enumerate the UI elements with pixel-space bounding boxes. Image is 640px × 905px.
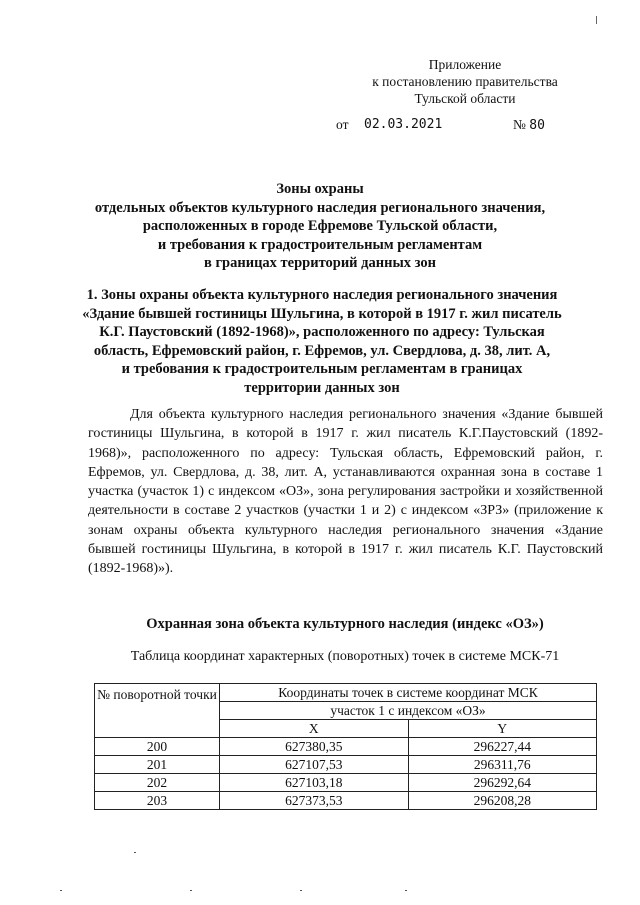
cell-x: 627103,18 <box>220 774 409 792</box>
cell-point: 202 <box>95 774 220 792</box>
zone-heading: Охранная зона объекта культурного наследия (индекс «ОЗ») <box>146 616 544 632</box>
cell-y: 296292,64 <box>408 774 597 792</box>
title-line: в границах территорий данных зон <box>204 255 436 271</box>
table-row <box>95 738 597 756</box>
header-section: участок 1 с индексом «ОЗ» <box>220 702 597 720</box>
header-x: X <box>220 720 409 738</box>
cell-y: 296208,28 <box>408 792 597 810</box>
cell-y: 296311,76 <box>408 756 597 774</box>
cell-point: 201 <box>95 756 220 774</box>
body-paragraph: Для объекта культурного наследия регионального значения «Здание бывшей гостиницы Шульгина, в которой в 1917 г. жил писатель К.Г.Паустовский (1892-1968)», расположенного по адресу: Тульская область, Ефремовский район, г. Ефремов, ул. Свердлова, д. 38, лит. А, устанавливаются охранная зона в составе 1 участка (участок 1) с индексом «ОЗ», зона регулирования застройки и хозяйственной деятельности в составе 2 участков (участки 1 и 2) с индексом «ЗРЗ» (приложение к зонам охраны объекта культурного наследия регионального значения «Здание бывшей гостиницы Шульгина, в которой в 1917 г. жил писатель К.Г. Паустовский (1892-1968)»). <box>88 407 603 577</box>
table-header-row <box>95 684 597 702</box>
header-point: № поворотной точки <box>95 684 220 738</box>
table-row <box>95 756 597 774</box>
title-line: расположенных в городе Ефремове Тульской области, <box>142 218 498 234</box>
scan-speck <box>60 890 62 891</box>
section-heading-line: область, Ефремовский район, г. Ефремов, ул. Свердлова, д. 38, лит. А, <box>93 342 551 359</box>
table-caption: Таблица координат характерных (поворотных) точек в системе МСК-71 <box>130 649 560 664</box>
document-title <box>60 180 580 273</box>
scan-mark <box>596 16 597 24</box>
section-heading <box>72 286 572 397</box>
appendix-line: Тульской области <box>414 91 516 106</box>
header-coords: Координаты точек в системе координат МСК <box>220 684 597 702</box>
coordinates-table <box>94 683 597 810</box>
order-number-group <box>513 117 545 133</box>
header-y: Y <box>408 720 597 738</box>
title-line: Зоны охраны <box>276 181 364 197</box>
section-heading-line: территории данных зон <box>244 379 400 396</box>
cell-point: 200 <box>95 738 220 756</box>
order-from-label: от <box>336 117 349 132</box>
table-row <box>95 774 597 792</box>
scan-speck <box>405 890 407 891</box>
title-line: и требования к градостроительным регламентам <box>157 236 483 253</box>
scan-speck <box>190 890 192 891</box>
appendix-header <box>350 56 580 107</box>
section-heading-line: «Здание бывшей гостиницы Шульгина, в которой в 1917 г. жил писатель <box>82 305 562 322</box>
order-reference <box>336 117 545 133</box>
section-heading-line: 1. Зоны охраны объекта культурного наследия регионального значения <box>86 287 558 303</box>
section-heading-line: и требования к градостроительным регламентам в границах <box>121 361 523 377</box>
appendix-line: Приложение <box>428 57 502 72</box>
scan-speck <box>300 890 302 891</box>
order-date: 02.03.2021 <box>364 117 443 132</box>
title-line: отдельных объектов культурного наследия регионального значения, <box>94 199 546 216</box>
order-number-label: № <box>513 117 526 132</box>
scan-speck <box>134 852 136 853</box>
cell-x: 627107,53 <box>220 756 409 774</box>
section-heading-line: К.Г. Паустовский (1892-1968)», расположенного по адресу: Тульская <box>99 324 545 340</box>
table-row <box>95 792 597 810</box>
cell-y: 296227,44 <box>408 738 597 756</box>
appendix-line: к постановлению правительства <box>372 74 558 89</box>
cell-x: 627380,35 <box>220 738 409 756</box>
cell-point: 203 <box>95 792 220 810</box>
order-number: 80 <box>529 118 545 133</box>
cell-x: 627373,53 <box>220 792 409 810</box>
